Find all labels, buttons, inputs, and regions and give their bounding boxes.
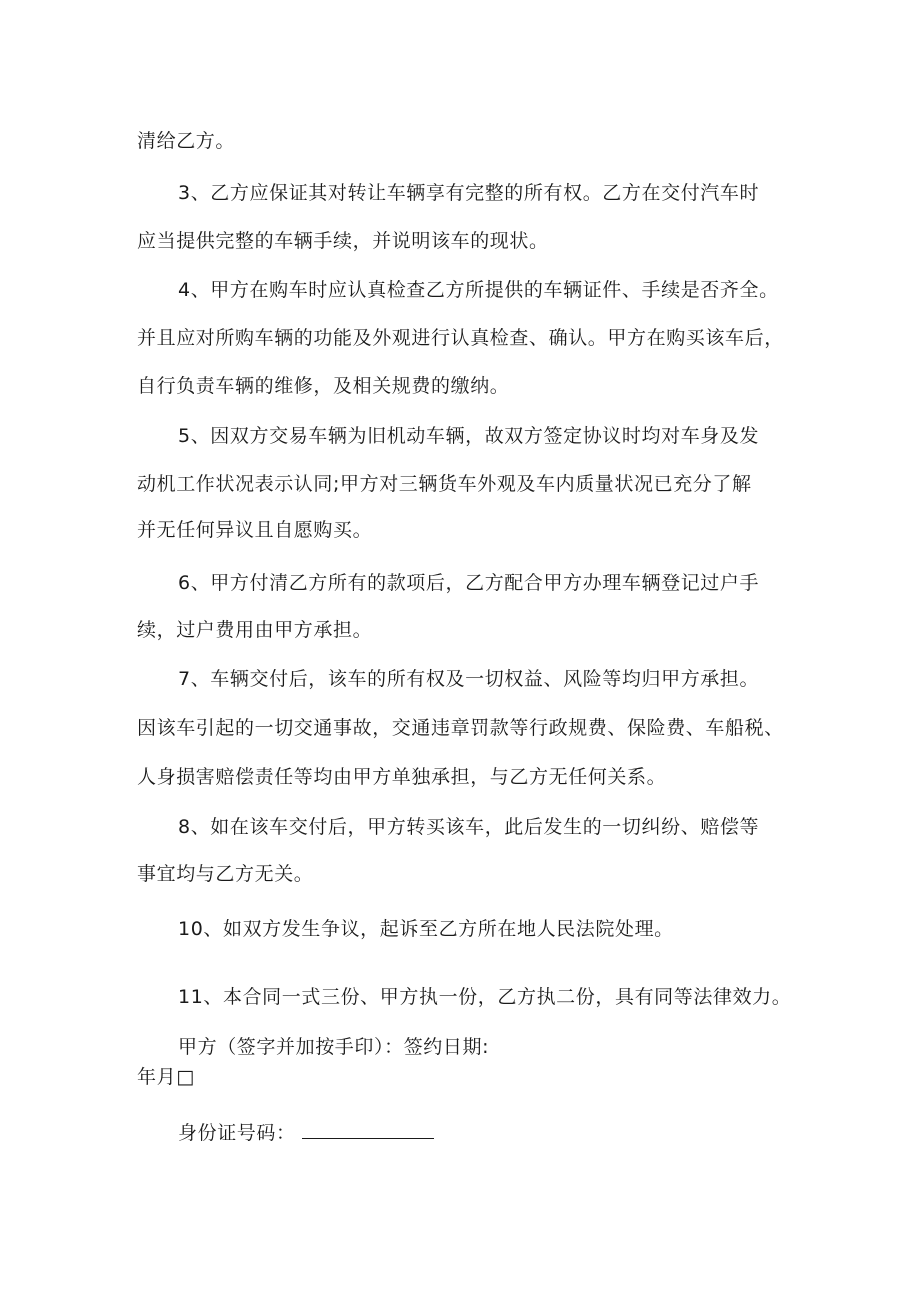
clause-5-line-3: 并无任何异议且自愿购买。 [137, 519, 373, 541]
clause-7-line-1: 7、车辆交付后，该车的所有权及一切权益、风险等均归甲方承担。 [178, 668, 760, 690]
text-line: 清给乙方。 [137, 130, 236, 152]
party-a-signature-label: 甲方（签字并加按手印）：签约日期: [178, 1036, 490, 1058]
clause-3-line-1: 3、乙方应保证其对转让车辆享有完整的所有权。乙方在交付汽车时 [178, 182, 760, 204]
clause-4-line-2: 并且应对所购车辆的功能及外观进行认真检查、确认。甲方在购买该车后， [137, 327, 784, 349]
clause-5-line-2: 动机工作状况表示认同;甲方对三辆货车外观及车内质量状况已充分了解 [137, 473, 752, 495]
clause-4-line-3: 自行负责车辆的维修，及相关规费的缴纳。 [137, 375, 510, 397]
clause-3-line-2: 应当提供完整的车辆手续，并说明该车的现状。 [137, 230, 549, 252]
date-label: 年月□ [137, 1066, 195, 1088]
clause-11-line: 11、本合同一式三份、甲方执一份，乙方执二份，具有同等法律效力。 [178, 986, 792, 1008]
clause-7-line-3: 人身损害赔偿责任等均由甲方单独承担，与乙方无任何关系。 [137, 766, 667, 788]
clause-7-line-2: 因该车引起的一切交通事故，交通违章罚款等行政规费、保险费、车船税、 [137, 717, 784, 739]
id-number-row [178, 1120, 434, 1145]
clause-8-line-1: 8、如在该车交付后，甲方转买该车，此后发生的一切纠纷、赔偿等 [178, 816, 760, 838]
clause-5-line-1: 5、因双方交易车辆为旧机动车辆，故双方签定协议时均对车身及发 [178, 425, 760, 447]
id-number-blank [302, 1120, 434, 1139]
clause-10-line: 10、如双方发生争议，起诉至乙方所在地人民法院处理。 [178, 918, 674, 940]
clause-8-line-2: 事宜均与乙方无关。 [137, 863, 314, 885]
id-number-label: 身份证号码： [178, 1122, 296, 1144]
clause-4-line-1: 4、甲方在购车时应认真检查乙方所提供的车辆证件、手续是否齐全。 [178, 279, 779, 301]
clause-6-line-1: 6、甲方付清乙方所有的款项后，乙方配合甲方办理车辆登记过户手 [178, 572, 760, 594]
clause-6-line-2: 续，过户费用由甲方承担。 [137, 619, 373, 641]
